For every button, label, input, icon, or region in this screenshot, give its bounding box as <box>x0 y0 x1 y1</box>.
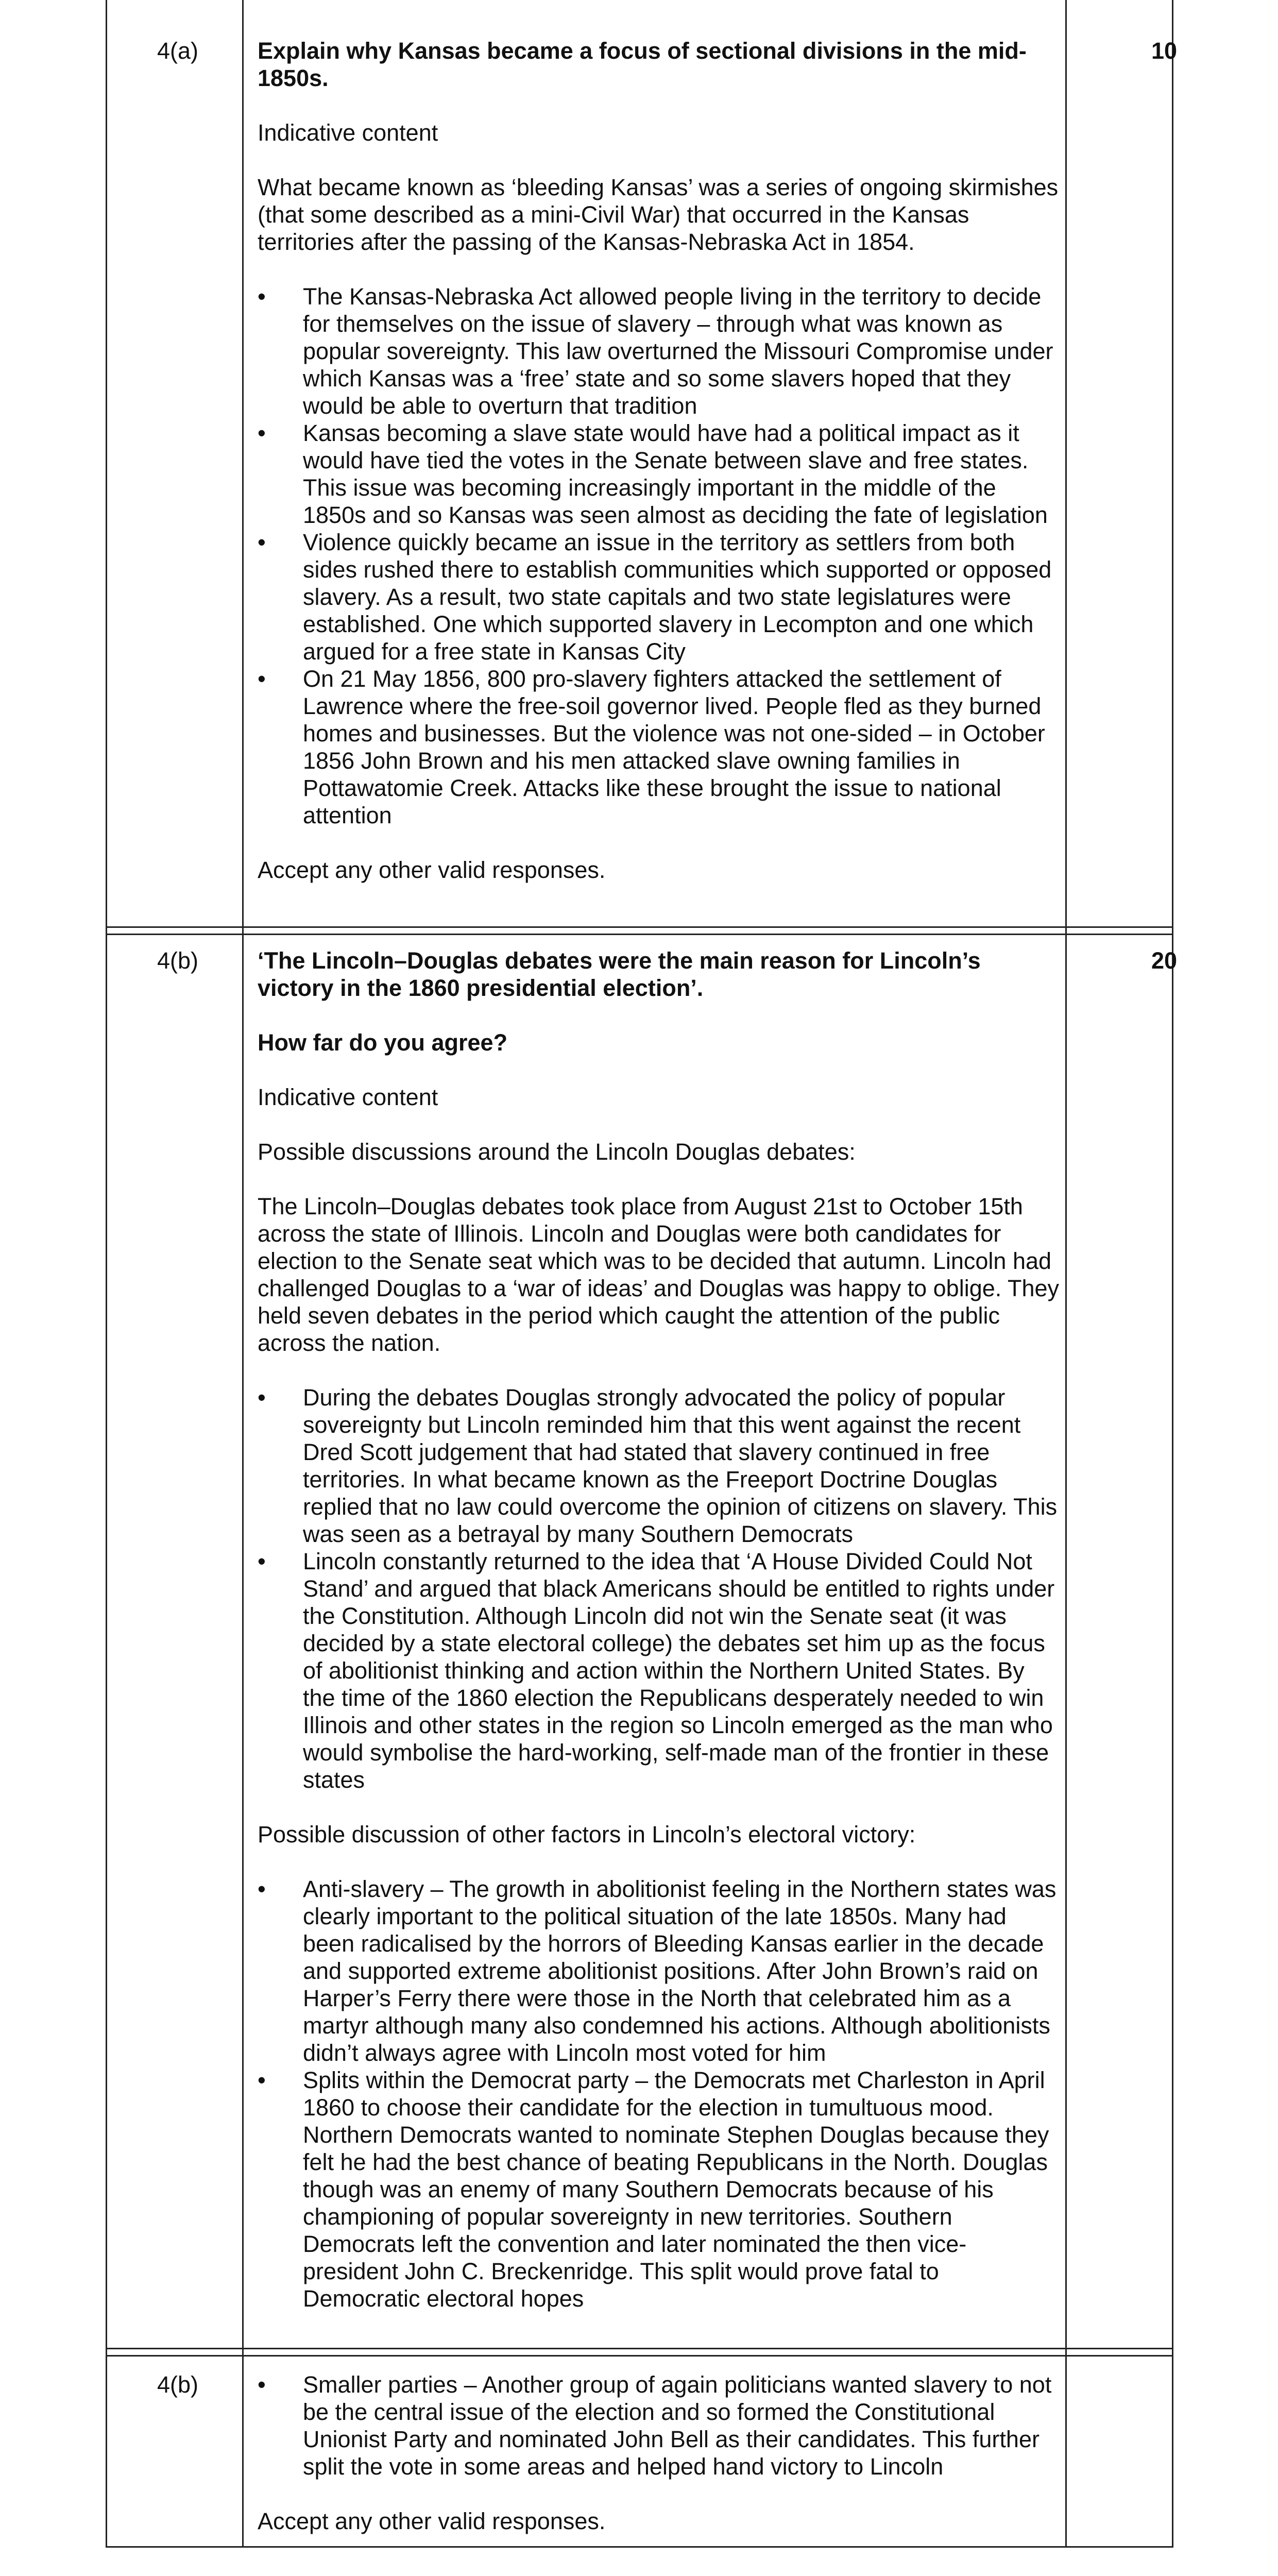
bullet-icon: • <box>258 1384 266 1411</box>
indicative-content-label: Indicative content <box>258 1084 438 1110</box>
table-border-right <box>1172 0 1173 2548</box>
bullet-list <box>258 283 1061 829</box>
intro-paragraph: The Lincoln–Douglas debates took place from August 21st to October 15th across the state of Illinois. Lincoln and Douglas were both candidates for election to the Senate seat which was to be decided that autumn. Lincoln had challenged Douglas to a ‘war of ideas’ and Douglas was happy to oblige. They held seven debates in the period which caught the attention of the public across the nation. <box>258 1193 1059 1356</box>
list-item: • Splits within the Democrat party – the Democrats met Charleston in April 1860 to choose their candidate for the election in tumultuous mood. Northern Democrats wanted to nominate Stephen Douglas because they felt he had the best chance of beating Republicans in the North. Douglas though was an enemy of many Southern Democrats because of his championing of popular sovereignty in new territories. Southern Democrats left the convention and later nominated the then vice-president John C. Breckenridge. This split would prove fatal to Democratic electoral hopes <box>258 2067 1049 2312</box>
list-item: • Violence quickly became an issue in the territory as settlers from both sides rushed there to establish communities which supported or opposed slavery. As a result, two state capitals and two state legislatures were established. One which supported slavery in Lecompton and one which argued for a free state in Kansas City <box>258 529 1052 665</box>
bullet-icon: • <box>258 2067 266 2093</box>
bullet-icon: • <box>258 2371 266 2398</box>
marks-value: 20 <box>1151 947 1177 974</box>
indicative-content-label: Indicative content <box>258 120 438 146</box>
bullet-icon: • <box>258 1876 266 1902</box>
table-divider-marks <box>1065 0 1067 2548</box>
bullet-list <box>258 2371 1061 2480</box>
accept-note: Accept any other valid responses. <box>258 2508 606 2534</box>
answer-content-4a <box>258 37 1061 884</box>
bullet-icon: • <box>258 529 266 555</box>
table-divider-qnum <box>242 0 244 2548</box>
list-item: • During the debates Douglas strongly advocated the policy of popular sovereignty but Lincoln reminded him that this went against the recent Dred Scott judgement that had stated that slavery continued in free territories. In what became known as the Freeport Doctrine Douglas replied that no law could overcome the opinion of citizens on slavery. This was seen as a betrayal by many Southern Democrats <box>258 1384 1058 1547</box>
question-text: ‘The Lincoln–Douglas debates were the main reason for Lincoln’s victory in the 1860 presidential election’. <box>258 947 981 1001</box>
intro-paragraph: What became known as ‘bleeding Kansas’ was a series of ongoing skirmishes (that some described as a mini-Civil War) that occurred in the Kansas territories after the passing of the Kansas-Nebraska Act in 1854. <box>258 174 1059 255</box>
list-item: • Anti-slavery – The growth in abolitionist feeling in the Northern states was clearly important to the political situation of the late 1850s. Many had been radicalised by the horrors of Bleeding Kansas earlier in the decade and supported extreme abolitionist positions. After John Brown’s raid on Harper’s Ferry there were those in the North that celebrated him as a martyr although many also condemned his actions. Although abolitionists didn’t always agree with Lincoln most voted for him <box>258 1876 1057 2066</box>
bullet-list <box>258 1875 1061 2312</box>
answer-content-4b-continued <box>258 2371 1061 2535</box>
table-border-bottom <box>106 2546 1173 2548</box>
question-number: 4(b) <box>157 2371 199 2398</box>
subheading: Possible discussion of other factors in Lincoln’s electoral victory: <box>258 1821 916 1848</box>
table-border-left <box>106 0 107 2548</box>
question-text: Explain why Kansas became a focus of sectional divisions in the mid-1850s. <box>258 38 1027 91</box>
row-separator-1b <box>106 934 1173 935</box>
bullet-icon: • <box>258 666 266 692</box>
row-separator-1a <box>106 926 1173 928</box>
row-separator-2a <box>106 2348 1173 2349</box>
list-item: • The Kansas-Nebraska Act allowed people living in the territory to decide for themselves on the issue of slavery – through what was known as popular sovereignty. This law overturned the Missouri Compromise under which Kansas was a ‘free’ state and so some slavers hoped that they would be able to overturn that tradition <box>258 283 1053 419</box>
bullet-list <box>258 1384 1061 1793</box>
question-prompt: How far do you agree? <box>258 1029 508 1056</box>
accept-note: Accept any other valid responses. <box>258 857 606 883</box>
subheading: Possible discussions around the Lincoln Douglas debates: <box>258 1139 856 1165</box>
bullet-icon: • <box>258 420 266 446</box>
question-number: 4(a) <box>157 38 199 64</box>
bullet-icon: • <box>258 283 266 310</box>
list-item: • Lincoln constantly returned to the idea that ‘A House Divided Could Not Stand’ and argued that black Americans should be entitled to rights under the Constitution. Although Lincoln did not win the Senate seat (it was decided by a state electoral college) the debates set him up as the focus of abolitionist thinking and action within the Northern United States. By the time of the 1860 election the Republicans desperately needed to win Illinois and other states in the region so Lincoln emerged as the man who would symbolise the hard-working, self-made man of the frontier in these states <box>258 1548 1055 1793</box>
row-separator-2b <box>106 2355 1173 2357</box>
question-number: 4(b) <box>157 947 199 974</box>
marks-value: 10 <box>1151 38 1177 64</box>
bullet-icon: • <box>258 1548 266 1574</box>
list-item: • On 21 May 1856, 800 pro-slavery fighters attacked the settlement of Lawrence where the free-soil governor lived. People fled as they burned homes and businesses. But the violence was not one-sided – in October 1856 John Brown and his men attacked slave owning families in Pottawatomie Creek. Attacks like these brought the issue to national attention <box>258 666 1045 828</box>
list-item: • Kansas becoming a slave state would have had a political impact as it would have tied the votes in the Senate between slave and free states. This issue was becoming increasingly important in the middle of the 1850s and so Kansas was seen almost as deciding the fate of legislation <box>258 420 1048 528</box>
answer-content-4b <box>258 947 1061 2312</box>
list-item: • Smaller parties – Another group of again politicians wanted slavery to not be the central issue of the election and so formed the Constitutional Unionist Party and nominated John Bell as their candidates. This further split the vote in some areas and helped hand victory to Lincoln <box>258 2371 1052 2480</box>
